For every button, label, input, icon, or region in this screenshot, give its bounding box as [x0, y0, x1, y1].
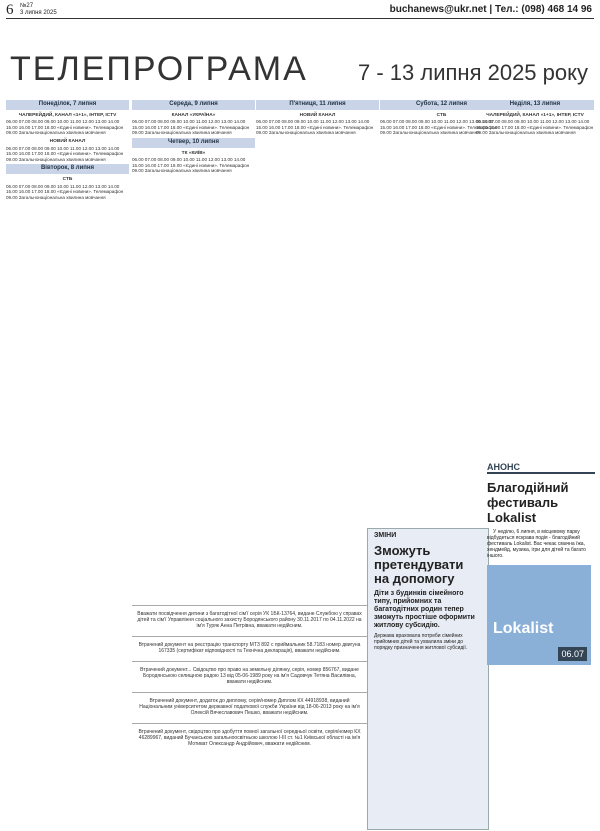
day-header-saturday: Субота, 12 липня	[380, 100, 503, 110]
channel-name: ЧАЛЕРЕЙДИЙ, КАНАЛ «1+1», ІНТЕР, ICTV	[486, 112, 584, 118]
day-header-tuesday: Вівторок, 8 липня	[6, 164, 129, 174]
header-rule	[6, 18, 594, 19]
section-dates: 7 - 13 липня 2025 року	[358, 60, 588, 85]
column-wednesday	[132, 98, 255, 174]
contact-line: buchanews@ukr.net | Тел.: (098) 468 14 96	[389, 4, 592, 15]
issue-date: 3 липня 2025	[20, 10, 57, 16]
day-header-thursday: Четвер, 10 липня	[132, 138, 255, 148]
notice: Втрачений документ, додаток до диплому, серія/номер Диплом КХ 44918938, виданий Національним університетом державної податкової служби України від 18-06-2013 року на ім'я Олексій Вячеславович Пешко, вважати недійсним.	[132, 692, 367, 721]
info-kicker: ЗМІНИ	[374, 532, 397, 539]
notice: Втрачений документ... Свідоцтво про право на земельну ділянку, серія, номер 856767, видане Бородянською селищною радою 13 від 05-06-1989 року на ім'я Садовчук Тетяна Василівна, вважати недійсним.	[132, 661, 367, 690]
day-header-sunday: Неділя, 13 липня	[476, 100, 594, 110]
issue-info	[20, 3, 57, 17]
program-listing: 06.00 07.00 08.00 09.00 10.00 11.00 12.00 13.00 14.00 15.00 16.00 17.00 18.00 «Єдині новини». Телемарафон 09.00 Загальнонаціональна хвилина мовчання	[380, 119, 498, 136]
info-body: Держава враховала потреби сімейних прийомних дітей та ухвалила зміни до порядку призначення житлової субсидії.	[374, 633, 468, 651]
festival-poster	[487, 565, 591, 665]
program-listing: 06.00 07.00 08.00 09.00 10.00 11.00 12.00 13.00 14.00 15.00 16.00 17.00 18.00 «Єдині новини». Телемарафон 09.00 Загальнонаціональна хвилина мовчання	[6, 119, 124, 136]
program-listing: 06.00 07.00 08.00 09.00 10.00 11.00 12.00 13.00 14.00 15.00 16.00 17.00 18.00 «Єдині новини». Телемарафон 09.00 Загальнонаціональна хвилина мовчання	[6, 183, 124, 200]
poster-date: 06.07	[558, 647, 587, 661]
column-monday	[6, 98, 129, 200]
info-box	[367, 528, 489, 830]
column-friday	[256, 98, 379, 136]
program-listing: 06.00 07.00 08.00 09.00 10.00 11.00 12.00 13.00 14.00 15.00 16.00 17.00 18.00 «Єдині новини». Телемарафон 09.00 Загальнонаціональна хвилина мовчання	[132, 157, 250, 174]
day-header-wednesday: Середа, 9 липня	[132, 100, 255, 110]
info-sub: Діти з будинків сімейного типу, прийомних та багатодітних родин тепер зможуть простіше оформити житлову субсидію.	[374, 590, 475, 629]
channel-name: СТБ	[62, 176, 73, 182]
announcement-label: АНОНС	[487, 462, 595, 474]
notice: Вважати посвідчення дитини з багатодітної сім'ї серія УК 1БК-13764, видане Службою у справах дітей та сім'ї Управління соціального захисту Бородянського району 30.11.2017 по 04.11.2022 на ім'я Туряк Анна Петрівна, вважати недійсним.	[132, 605, 367, 634]
poster-brand: Lokalist	[493, 620, 554, 637]
page-number: 6	[6, 2, 14, 18]
program-listing: 06.00 07.00 08.00 09.00 10.00 11.00 12.00 13.00 14.00 15.00 16.00 17.00 18.00 «Єдині новини». Телемарафон 09.00 Загальнонаціональна хвилина мовчання	[6, 145, 124, 162]
channel-name: КАНАЛ «УКРАЇНА»	[171, 112, 216, 118]
day-header-monday: Понеділок, 7 липня	[6, 100, 129, 110]
issue-number: №27	[20, 3, 34, 9]
notice: Втрачений документ, свідоцтво про здобуття повної загальної середньої освіти, серія/номер КХ 46289967, виданий Бучанською загальноосвітньою школою I-III ст. №1 Київської області на ім'я Мотиват Олександр Андрійович, вважати недійсним.	[132, 723, 367, 752]
section-title: ТЕЛЕПРОГРАМА	[10, 50, 308, 88]
day-header-friday: П'ятниця, 11 липня	[256, 100, 379, 110]
announcement-body: У неділю, 6 липня, в місцевому парку відбудеться яскрава подія - благодійний фестиваль Lokalist. Вас чекає смачна їжа, хендмейд, музика, ігри для дітей та багато іншого.	[487, 529, 586, 559]
channel-name: ТК «КИЇВ»	[181, 150, 206, 156]
channel-name: НОВИЙ КАНАЛ	[299, 112, 336, 118]
notice: Втрачений документ на реєстрацію транспорту МТЗ 892 с приймальник 58.7183 номер двигуна 167335 (сертифікат відповідності та Технічна декларація), вважати недійсним.	[132, 636, 367, 659]
channel-name: СТБ	[436, 112, 447, 118]
channel-name: ЧАЛЕРЕЙДИЙ, КАНАЛ «1+1», ІНТЕР, ICTV	[18, 112, 117, 118]
channel-name: НОВИЙ КАНАЛ	[49, 138, 86, 144]
program-listing: 06.00 07.00 08.00 09.00 10.00 11.00 12.00 13.00 14.00 15.00 16.00 17.00 18.00 «Єдині новини». Телемарафон 09.00 Загальнонаціональна хвилина мовчання	[256, 119, 374, 136]
announcement-headline: Благодійний фестиваль Lokalist	[487, 480, 569, 525]
announcement	[487, 462, 595, 830]
page-header	[0, 0, 600, 46]
info-headline: Зможуть претендувати на допомогу	[374, 543, 464, 586]
column-sunday	[476, 98, 594, 136]
program-listing: 06.00 07.00 08.00 09.00 10.00 11.00 12.00 13.00 14.00 15.00 16.00 17.00 18.00 «Єдині новини». Телемарафон 09.00 Загальнонаціональна хвилина мовчання	[132, 119, 250, 136]
notices-block	[132, 605, 367, 754]
program-listing: 06.00 07.00 08.00 09.00 10.00 11.00 12.00 13.00 14.00 15.00 16.00 17.00 18.00 «Єдині новини». Телемарафон 09.00 Загальнонаціональна хвилина мовчання	[476, 119, 594, 136]
